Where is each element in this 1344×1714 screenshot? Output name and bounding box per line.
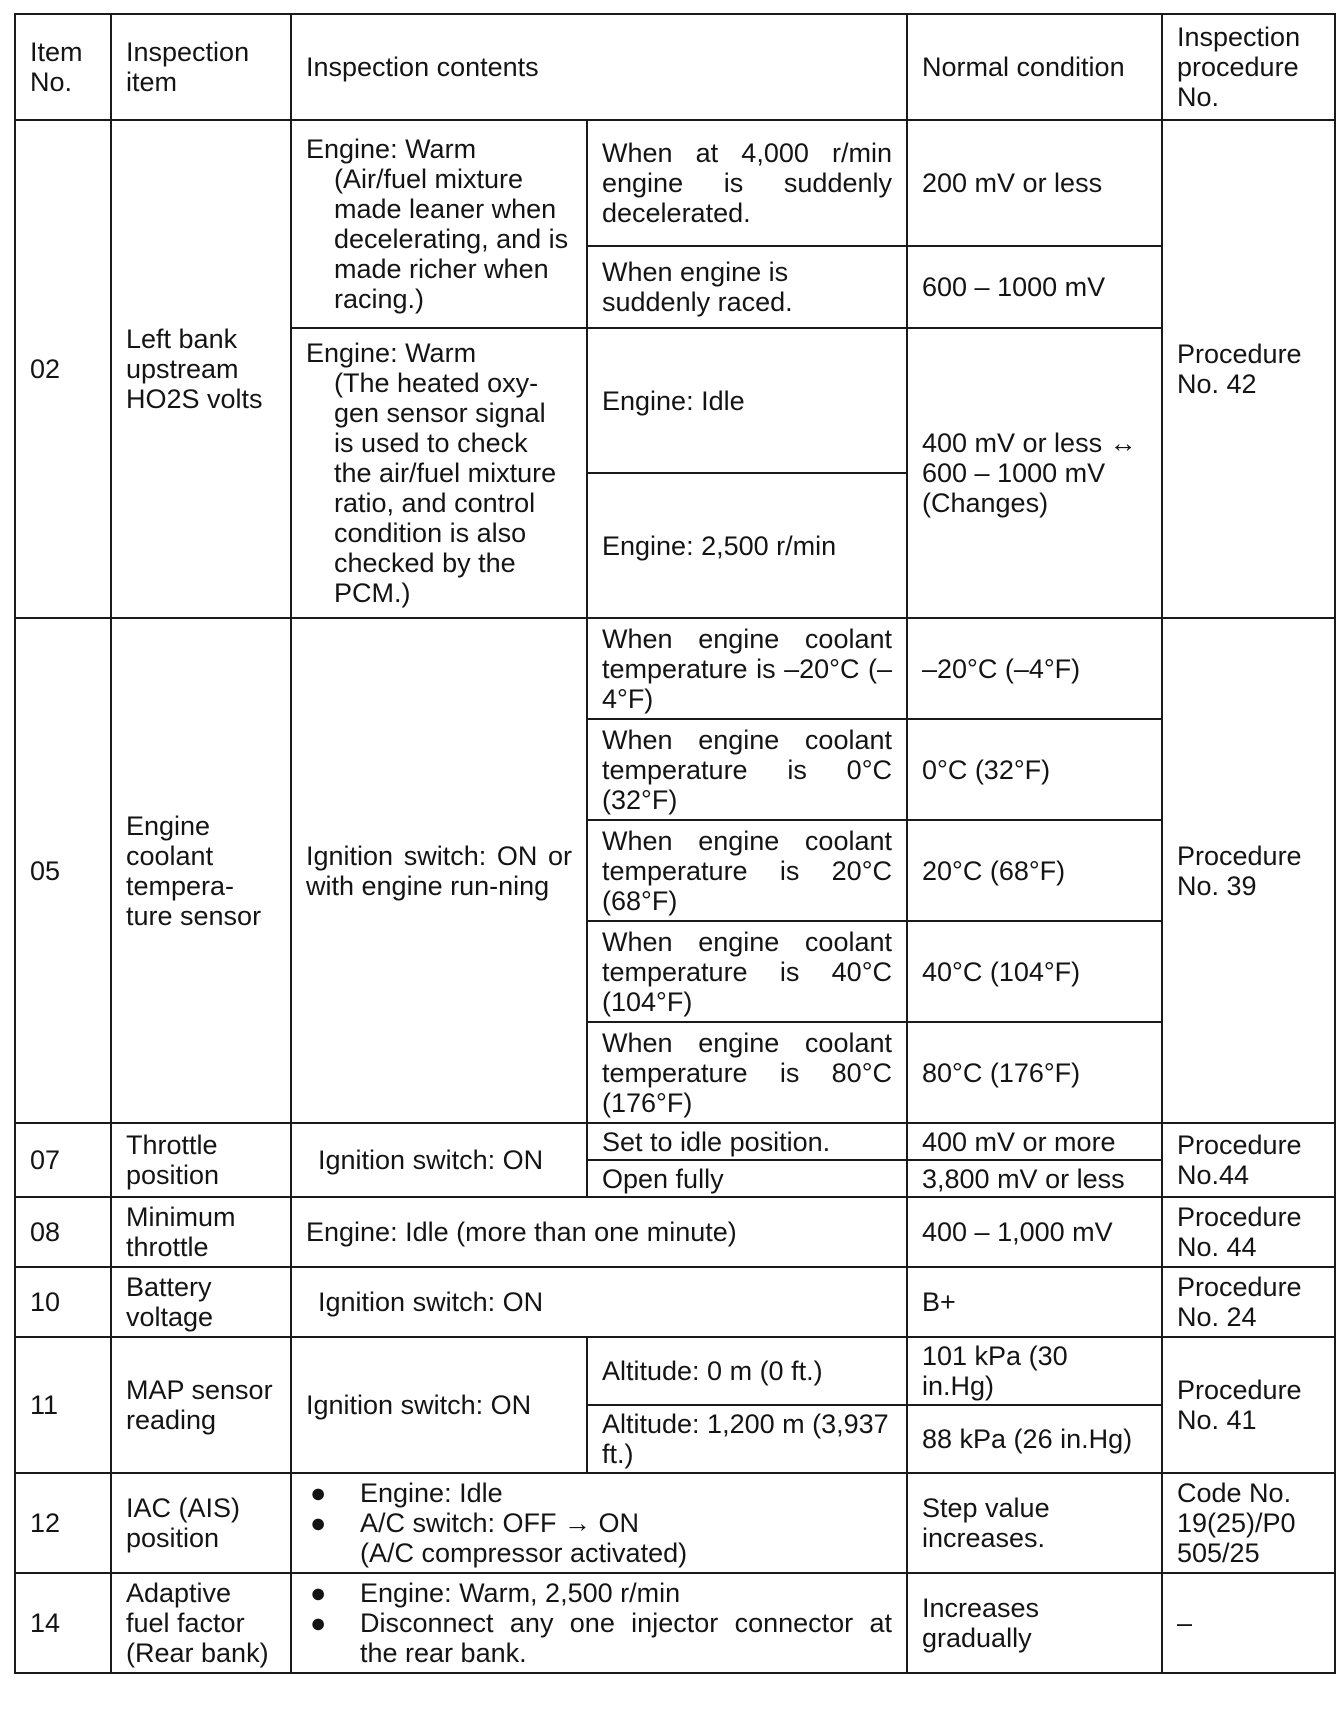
normal-14: Increases gradually — [907, 1573, 1162, 1673]
bullet-icon: ● — [310, 1478, 327, 1508]
procedure-07: Procedure No.44 — [1162, 1123, 1335, 1197]
procedure-05: Procedure No. 39 — [1162, 618, 1335, 1123]
table-row-02 — [15, 120, 1335, 246]
normal-02-decel: 200 mV or less — [907, 120, 1162, 246]
header-procedure-no: Inspection procedure No. — [1162, 14, 1335, 120]
inspection-item-05: Engine coolant tempera-ture sensor — [111, 618, 291, 1123]
procedure-14: – — [1162, 1573, 1335, 1673]
condition-11-0m: Altitude: 0 m (0 ft.) — [587, 1337, 907, 1405]
condition-05-2: When engine coolant temperature is 0°C (32°F) — [587, 719, 907, 820]
item-no-02: 02 — [15, 120, 111, 618]
inspection-table — [14, 13, 1336, 1674]
table-row-11 — [15, 1337, 1335, 1405]
inspection-item-07: Throttle position — [111, 1123, 291, 1197]
normal-10: B+ — [907, 1267, 1162, 1337]
contents-05: Ignition switch: ON or with engine run-ning — [291, 618, 587, 1123]
item-no-08: 08 — [15, 1197, 111, 1267]
condition-a-note: (Air/fuel mixture made leaner when decelerating, and is made richer when racing.) — [334, 164, 569, 314]
bullet-text: A/C switch: OFF → ON — [360, 1508, 640, 1538]
bullet-icon: ● — [310, 1608, 327, 1638]
contents-11: Ignition switch: ON — [291, 1337, 587, 1473]
inspection-item-14: Adaptive fuel factor (Rear bank) — [111, 1573, 291, 1673]
contents-12 — [291, 1473, 907, 1573]
bullet-note-12: (A/C compressor activated) — [360, 1538, 688, 1568]
list-item — [306, 1608, 892, 1668]
contents-07: Ignition switch: ON — [291, 1123, 587, 1197]
normal-07-idle: 400 mV or more — [907, 1123, 1162, 1160]
condition-07-full: Open fully — [587, 1160, 907, 1197]
table-row-05 — [15, 618, 1335, 719]
contents-14 — [291, 1573, 907, 1673]
condition-group-b-02 — [291, 328, 587, 618]
procedure-11: Procedure No. 41 — [1162, 1337, 1335, 1473]
normal-11-1200m: 88 kPa (26 in.Hg) — [907, 1405, 1162, 1473]
header-inspection-contents: Inspection contents — [291, 14, 907, 120]
bullet-icon: ● — [310, 1578, 327, 1608]
condition-02-idle: Engine: Idle — [587, 328, 907, 473]
normal-02-changes: 400 mV or less ↔ 600 – 1000 mV (Changes) — [907, 328, 1162, 618]
table-row-08 — [15, 1197, 1335, 1267]
procedure-02: Procedure No. 42 — [1162, 120, 1335, 618]
inspection-item-10: Battery voltage — [111, 1267, 291, 1337]
condition-07-idle: Set to idle position. — [587, 1123, 907, 1160]
inspection-item-12: IAC (AIS) position — [111, 1473, 291, 1573]
header-item-no: Item No. — [15, 14, 111, 120]
contents-08: Engine: Idle (more than one minute) — [291, 1197, 907, 1267]
header-row — [15, 14, 1335, 120]
contents-10: Ignition switch: ON — [291, 1267, 907, 1337]
normal-05-1: –20°C (–4°F) — [907, 618, 1162, 719]
condition-11-1200m: Altitude: 1,200 m (3,937 ft.) — [587, 1405, 907, 1473]
inspection-item-02: Left bank upstream HO2S volts — [111, 120, 291, 618]
normal-05-2: 0°C (32°F) — [907, 719, 1162, 820]
condition-05-4: When engine coolant temperature is 40°C (104°F) — [587, 921, 907, 1022]
condition-02-decel: When at 4,000 r/min engine is suddenly decelerated. — [587, 120, 907, 246]
bullet-list-14 — [306, 1578, 892, 1668]
condition-05-5: When engine coolant temperature is 80°C (176°F) — [587, 1022, 907, 1123]
normal-12: Step value increases. — [907, 1473, 1162, 1573]
bullet-icon: ● — [310, 1508, 327, 1538]
normal-11-0m: 101 kPa (30 in.Hg) — [907, 1337, 1162, 1405]
inspection-item-11: MAP sensor reading — [111, 1337, 291, 1473]
item-no-10: 10 — [15, 1267, 111, 1337]
normal-05-4: 40°C (104°F) — [907, 921, 1162, 1022]
procedure-08: Procedure No. 44 — [1162, 1197, 1335, 1267]
normal-08: 400 – 1,000 mV — [907, 1197, 1162, 1267]
header-normal-condition: Normal condition — [907, 14, 1162, 120]
item-no-07: 07 — [15, 1123, 111, 1197]
normal-07-full: 3,800 mV or less — [907, 1160, 1162, 1197]
item-no-12: 12 — [15, 1473, 111, 1573]
inspection-item-08: Minimum throttle — [111, 1197, 291, 1267]
item-no-14: 14 — [15, 1573, 111, 1673]
condition-b-note: (The heated oxy-gen sensor signal is used to check the air/fuel mixture ratio, and control condition is also checked by the PCM.) — [334, 368, 557, 608]
condition-group-a-02 — [291, 120, 587, 328]
list-item — [306, 1478, 892, 1508]
header-inspection-item: Inspection item — [111, 14, 291, 120]
condition-02-2500: Engine: 2,500 r/min — [587, 473, 907, 618]
list-item — [306, 1578, 892, 1608]
condition-05-1: When engine coolant temperature is –20°C (–4°F) — [587, 618, 907, 719]
normal-02-race: 600 – 1000 mV — [907, 246, 1162, 328]
condition-a-title: Engine: Warm — [306, 134, 477, 164]
condition-02-race: When engine is suddenly raced. — [587, 246, 907, 328]
item-no-05: 05 — [15, 618, 111, 1123]
normal-05-3: 20°C (68°F) — [907, 820, 1162, 921]
table-row-07 — [15, 1123, 1335, 1160]
bullet-list-12 — [306, 1478, 892, 1538]
bullet-text: Engine: Warm, 2,500 r/min — [360, 1578, 681, 1608]
bullet-text: Engine: Idle — [360, 1478, 503, 1508]
list-item — [306, 1508, 892, 1538]
item-no-11: 11 — [15, 1337, 111, 1473]
table-row-14 — [15, 1573, 1335, 1673]
condition-b-title: Engine: Warm — [306, 338, 477, 368]
procedure-10: Procedure No. 24 — [1162, 1267, 1335, 1337]
procedure-12: Code No. 19(25)/P0 505/25 — [1162, 1473, 1335, 1573]
condition-05-3: When engine coolant temperature is 20°C (68°F) — [587, 820, 907, 921]
bullet-text: Disconnect any one injector connector at the rear bank. — [360, 1608, 892, 1668]
table-row-12 — [15, 1473, 1335, 1573]
normal-05-5: 80°C (176°F) — [907, 1022, 1162, 1123]
table-row-10 — [15, 1267, 1335, 1337]
